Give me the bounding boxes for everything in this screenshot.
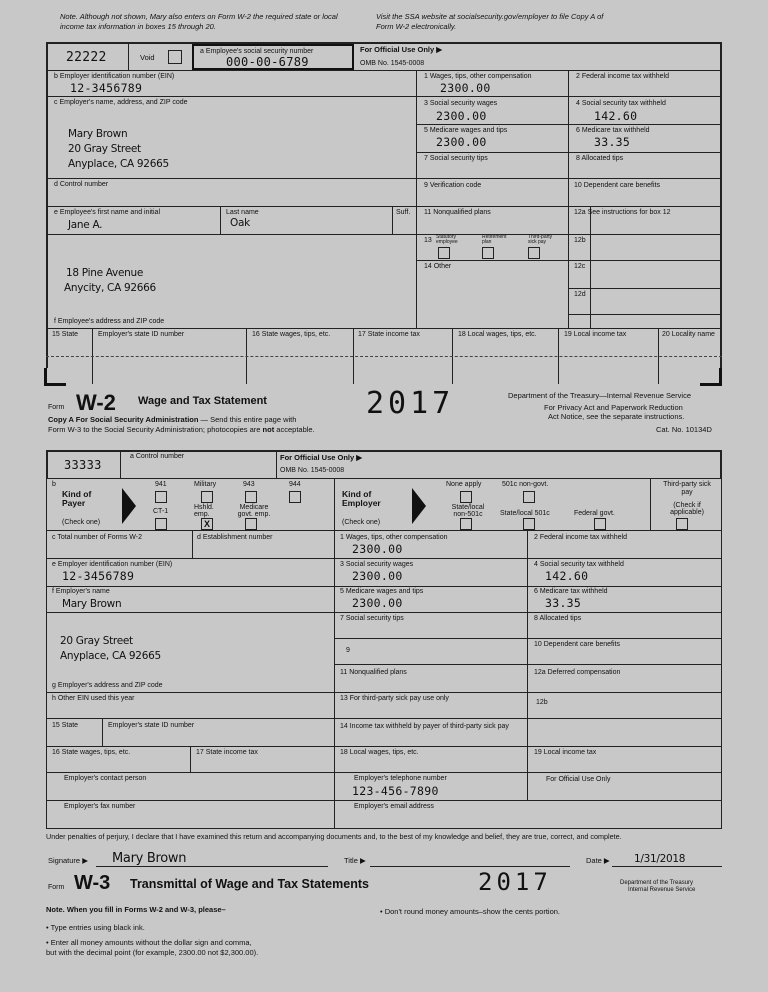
w3-contact-label: Employer's contact person [64,775,147,782]
w2-void-label: Void [140,53,155,62]
w2-copy-a-not: not [262,425,275,434]
w3-box15-id-label: Employer's state ID number [108,722,195,729]
w3-bullet3: • Don't round money amounts–show the cents portion. [380,907,560,916]
w2-box12c-label: 12c [574,263,586,270]
w3-third-party-check: (Check if applicable) [670,502,704,516]
w2-box4-label: 4 Social security tax withheld [576,100,666,107]
w3-payer-943: 943 [243,481,255,488]
w2-ein-value: 12-3456789 [70,81,143,95]
w2-box8-label: 8 Allocated tips [576,155,624,162]
w3-military-checkbox[interactable] [201,491,213,503]
w2-box11-label: 11 Nonqualified plans [424,209,491,216]
w3-official-use2: For Official Use Only [546,776,611,783]
w2-ssn-box[interactable] [192,44,354,70]
w2-first-name: Jane A. [68,219,103,231]
w3-box12b-label: 12b [536,699,548,706]
w3-d-label: d Establishment number [197,534,273,541]
w2-box9-label: 9 Verification code [424,182,482,189]
w3-hshld-checkbox[interactable]: X [201,518,213,530]
w2-box13-retirement: Retirement plan [482,234,507,245]
w3-payer-medicare: Medicare govt. emp. [237,504,271,518]
w3-box5-label: 5 Medicare wages and tips [340,588,424,595]
w3-box4-label: 4 Social security tax withheld [534,561,624,568]
w3-box1-value: 2300.00 [352,542,403,556]
w3-box5-value: 2300.00 [352,596,403,610]
w2-box13-statutory: Statutory employee [436,234,458,245]
w3-phone-label: Employer's telephone number [354,775,447,782]
w2-ein-label: b Employer identification number (EIN) [54,73,175,80]
w2-privacy2: Act Notice, see the separate instructions. [548,412,685,421]
w3-bullet2: • Enter all money amounts without the dollar sign and comma, [46,938,252,947]
w2-copy-a-line2b: acceptable. [274,425,315,434]
w2-box5-label: 5 Medicare wages and tips [424,127,508,134]
w3-g-label: g Employer's address and ZIP code [52,682,163,689]
w2-box14-label: 14 Other [424,263,452,270]
w3-box2-label: 2 Federal income tax withheld [534,534,627,541]
w3-f-value: Mary Brown [62,598,122,610]
w3-form-name: W-3 [74,872,111,894]
w3-email-label: Employer's email address [354,803,434,810]
w3-c-label: c Total number of Forms W-2 [52,534,142,541]
note-left: Note. Although not shown, Mary also enters on Form W-2 the required state or local income tax information in boxes 15 through 20. [60,12,338,31]
w2-box6-label: 6 Medicare tax withheld [576,127,650,134]
w2-box6-value: 33.35 [594,135,631,149]
w2-last-name-label: Last name [226,209,259,216]
w2-box2-label: 2 Federal income tax withheld [576,73,669,80]
w3-box9-label: 9 [346,647,350,654]
w2-box1-value: 2300.00 [440,81,491,95]
w3-941-checkbox[interactable] [155,491,167,503]
w3-kind-employer: Kind of Employer [342,489,381,508]
w3-state-local-501c-checkbox[interactable] [523,518,535,530]
w2-box3-label: 3 Social security wages [424,100,498,107]
w3-box8-label: 8 Allocated tips [534,615,582,622]
w2-ssn-label: a Employee's social security number [200,48,314,55]
w3-box16-label: 16 State wages, tips, etc. [52,749,131,756]
w3-official-use: For Official Use Only ▶ [280,453,363,462]
w2-year: 2017 [366,386,455,421]
w2-thirdparty-checkbox[interactable] [528,247,540,259]
w3-state-local-checkbox[interactable] [460,518,472,530]
w3-box19-label: 19 Local income tax [534,749,597,756]
w3-date-value: 1/31/2018 [634,853,686,865]
w3-ct1-checkbox[interactable] [155,518,167,530]
w3-h-label: h Other EIN used this year [52,695,135,702]
w2-box12d-label: 12d [574,291,586,298]
w2-box7-label: 7 Social security tips [424,155,488,162]
w3-check-one-payer: (Check one) [62,519,101,526]
w2-box12b-label: 12b [574,237,586,244]
w3-dept2: Internal Revenue Service [628,887,696,893]
w3-payer-hshld: Hshld. emp. [194,504,214,518]
w3-box10-label: 10 Dependent care benefits [534,641,621,648]
w2-employer-street: 20 Gray Street [68,143,141,155]
w2-box12a-label: 12a See instructions for box 12 [574,209,671,216]
w3-city: Anyplace, CA 92665 [60,650,161,662]
w2-box1-label: 1 Wages, tips, other compensation [424,73,532,80]
w3-f-label: f Employer's name [52,588,110,595]
w3-perjury: Under penalties of perjury, I declare that I have examined this return and accompanying documents and, to the best of my knowledge and belief, they are true, correct, and complete. [46,832,622,841]
w2-box3-value: 2300.00 [436,109,487,123]
w3-box14-label: 14 Income tax withheld by payer of third-party sick pay [340,723,509,730]
w3-bullet2b: but with the decimal point (for example, 2300.00 not $2,300.00). [46,948,259,957]
employer-arrow-icon [412,488,426,524]
w2-box20-label: 20 Locality name [662,331,715,338]
w3-bullet1: • Type entries using black ink. [46,923,145,932]
w3-emp-none: None apply [446,481,482,488]
w3-e-label: e Employer identification number (EIN) [52,561,173,568]
w3-payer-ct1: CT-1 [153,508,169,515]
w2-employer-name: Mary Brown [68,128,128,140]
w2-last-name: Oak [230,217,250,229]
w3-b-label: b [52,481,56,488]
w2-box4-value: 142.60 [594,109,638,123]
w2-copy-a-rest: — Send this entire page with [198,415,297,424]
w3-box7-label: 7 Social security tips [340,615,404,622]
w3-box6-value: 33.35 [545,596,582,610]
w2-box13-thirdparty: Third-party sick pay [528,234,553,245]
w3-dept: Department of the Treasury [620,880,694,886]
w2-box10-label: 10 Dependent care benefits [574,182,661,189]
w2-void-checkbox[interactable] [168,50,182,64]
w2-box13-label: 13 [424,237,432,244]
w2-box5-value: 2300.00 [436,135,487,149]
w3-federal-checkbox[interactable] [594,518,606,530]
w3-emp-501c: 501c non-govt. [502,481,549,488]
w3-emp-state-local: State/local non-501c [451,504,485,518]
w2-box15-id-label: Employer's state ID number [98,331,185,338]
w3-emp-state-local-501c: State/local 501c [500,510,550,517]
w3-control-code: 33333 [64,458,102,472]
w3-kind-payer: Kind of Payer [62,489,92,508]
w2-suff-label: Suff. [396,209,411,216]
w3-943-checkbox[interactable] [245,491,257,503]
w3-omb: OMB No. 1545-0008 [280,467,345,474]
w2-copy-a-line2a: Form W-3 to the Social Security Administration; photocopies are [48,425,263,434]
w2-box18-label: 18 Local wages, tips, etc. [458,331,537,338]
w3-fax-label: Employer's fax number [64,803,136,810]
w3-signature-label: Signature ▶ [48,856,88,865]
w2-omb: OMB No. 1545-0008 [360,60,425,67]
w2-privacy: For Privacy Act and Paperwork Reduction [544,403,683,412]
w3-944-checkbox[interactable] [289,491,301,503]
w2-box15-label: 15 State [52,331,79,338]
w3-box15-label: 15 State [52,722,79,729]
note-right: Visit the SSA website at socialsecurity.gov/employer to file Copy A of Form W-2 electronically. [376,12,604,31]
w3-payer-944: 944 [289,481,301,488]
w2-employee-street: 18 Pine Avenue [66,267,143,279]
w3-year: 2017 [478,868,552,896]
w3-date-label: Date ▶ [586,856,610,865]
w3-box13-label: 13 For third-party sick pay use only [340,695,449,702]
payer-arrow-icon [122,488,136,524]
w3-note-head: Note. When you fill in Forms W-2 and W-3, please– [46,905,226,914]
w2-copy-a: Copy A For Social Security Administration [48,415,199,424]
w2-retirement-checkbox[interactable] [482,247,494,259]
w2-employee-addr-label: f Employee's address and ZIP code [54,318,165,325]
w2-employer-city: Anyplace, CA 92665 [68,158,169,170]
w3-control-label: a Control number [130,453,185,460]
w2-form-title: Wage and Tax Statement [138,395,267,407]
w2-control-code: 22222 [66,50,107,65]
w3-phone-value: 123-456-7890 [352,784,439,798]
w3-form-word: Form [48,884,65,891]
w2-employee-city: Anycity, CA 92666 [64,282,156,294]
w2-control-label: d Control number [54,181,109,188]
w3-medicare-checkbox[interactable] [245,518,257,530]
w3-box3-value: 2300.00 [352,569,403,583]
w3-501c-checkbox[interactable] [523,491,535,503]
w3-signature-value: Mary Brown [112,851,187,866]
w3-third-party-checkbox[interactable] [676,518,688,530]
w2-box16-label: 16 State wages, tips, etc. [252,331,331,338]
w2-dept: Department of the Treasury—Internal Revenue Service [508,391,692,400]
w3-none-checkbox[interactable] [460,491,472,503]
w3-box11-label: 11 Nonqualified plans [340,669,407,676]
w2-ssn-value: 000-00-6789 [226,55,309,69]
w2-statutory-checkbox[interactable] [438,247,450,259]
w3-box12a-label: 12a Deferred compensation [534,669,621,676]
w3-box3-label: 3 Social security wages [340,561,414,568]
w3-emp-federal: Federal govt. [574,510,615,517]
w3-third-party: Third-party sick pay [663,481,711,496]
w2-box17-label: 17 State income tax [358,331,420,338]
w3-box17-label: 17 State income tax [196,749,258,756]
w2-form-name: W-2 [76,390,116,415]
w3-title-label: Title ▶ [344,856,366,865]
w3-e-value: 12-3456789 [62,569,135,583]
w3-box1-label: 1 Wages, tips, other compensation [340,534,448,541]
w3-payer-941: 941 [155,481,167,488]
w3-box6-label: 6 Medicare tax withheld [534,588,608,595]
w3-form-title: Transmittal of Wage and Tax Statements [130,877,369,891]
w2-official-use: For Official Use Only ▶ [360,45,443,54]
w2-employer-label: c Employer's name, address, and ZIP code [54,99,188,106]
w2-box19-label: 19 Local income tax [564,331,627,338]
w2-cat: Cat. No. 10134D [656,425,712,434]
w3-payer-military: Military [194,481,217,488]
w2-first-name-label: e Employee's first name and initial [54,209,160,216]
w3-check-one-employer: (Check one) [342,519,381,526]
w3-street: 20 Gray Street [60,635,133,647]
w3-box18-label: 18 Local wages, tips, etc. [340,749,419,756]
w2-form-word: Form [48,404,65,411]
w3-box4-value: 142.60 [545,569,589,583]
